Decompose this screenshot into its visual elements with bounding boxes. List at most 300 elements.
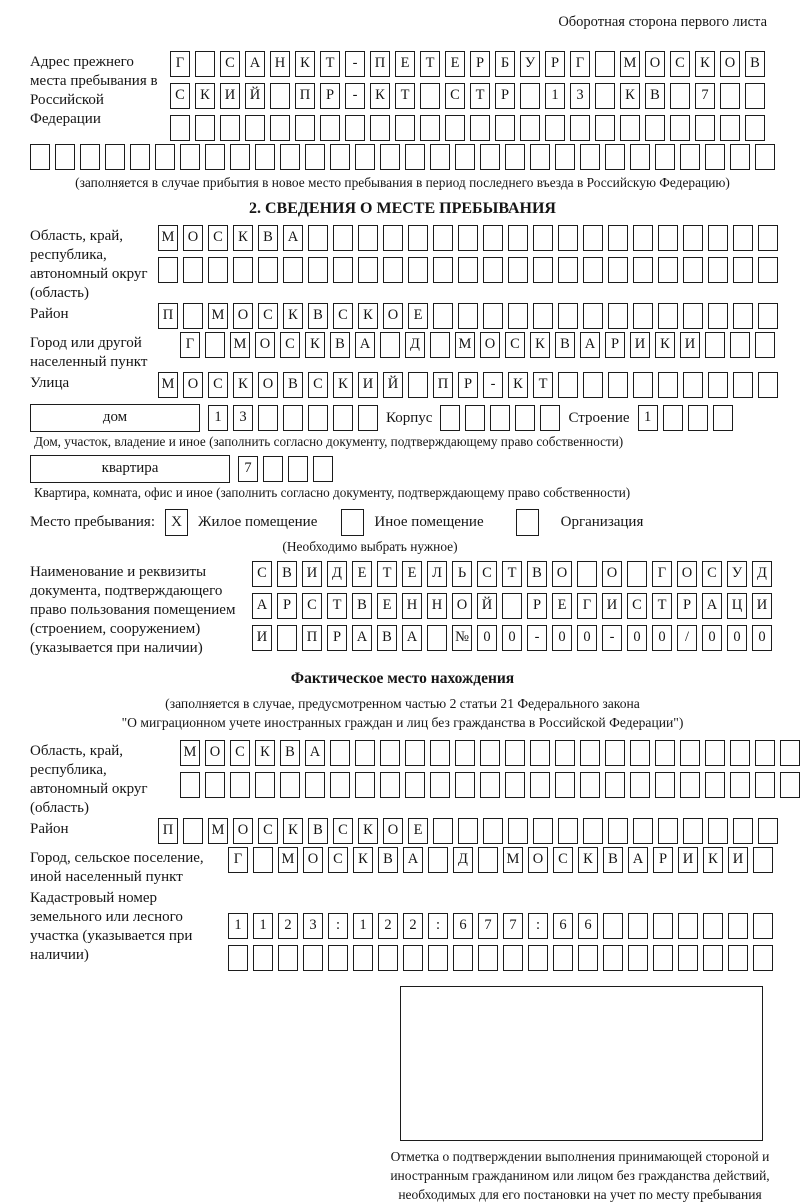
char-box [355, 144, 375, 170]
char-box: В [280, 740, 300, 766]
stay-option-checkbox-organization [516, 509, 539, 536]
char-box [430, 740, 450, 766]
char-box [358, 405, 378, 431]
char-box [530, 740, 550, 766]
char-row [170, 51, 765, 77]
char-box [630, 144, 650, 170]
char-box: О [255, 332, 275, 358]
char-box: К [333, 372, 353, 398]
char-box [353, 945, 373, 971]
char-box [245, 115, 265, 141]
char-box: Г [180, 332, 200, 358]
char-box [470, 115, 490, 141]
char-box: М [230, 332, 250, 358]
char-row [228, 945, 773, 971]
char-box [745, 115, 765, 141]
char-box [508, 225, 528, 251]
char-box: О [552, 561, 572, 587]
char-box [708, 257, 728, 283]
char-box: Т [652, 593, 672, 619]
char-box [380, 144, 400, 170]
char-box: С [252, 561, 272, 587]
char-box [270, 83, 290, 109]
char-box [758, 303, 778, 329]
char-box: 0 [477, 625, 497, 651]
char-box [627, 561, 647, 587]
cadastre-rows [228, 887, 773, 974]
char-box: Е [552, 593, 572, 619]
char-box: К [353, 847, 373, 873]
char-box: А [702, 593, 722, 619]
char-box [558, 225, 578, 251]
char-box [583, 257, 603, 283]
char-box [183, 303, 203, 329]
char-box: К [358, 818, 378, 844]
char-box: 0 [752, 625, 772, 651]
document-label: Наименование и реквизиты документа, подтверждающего право пользования помещением (строением, сооружением) (указывается при наличии) [30, 564, 236, 656]
char-box: В [308, 818, 328, 844]
char-box [683, 818, 703, 844]
char-box [420, 83, 440, 109]
char-box: - [527, 625, 547, 651]
char-box: 0 [702, 625, 722, 651]
char-box [678, 913, 698, 939]
char-box: 7 [503, 913, 523, 939]
char-box [183, 818, 203, 844]
char-box [705, 144, 725, 170]
char-box [205, 332, 225, 358]
char-box [455, 740, 475, 766]
char-box: С [208, 372, 228, 398]
stay-option-label-residential: Жилое помещение [198, 514, 318, 530]
char-box: И [252, 625, 272, 651]
char-box: Г [570, 51, 590, 77]
char-box: Р [320, 83, 340, 109]
char-box: К [295, 51, 315, 77]
char-box [577, 561, 597, 587]
char-box [208, 257, 228, 283]
char-box: О [233, 818, 253, 844]
char-box [608, 372, 628, 398]
char-box [608, 225, 628, 251]
char-box: Д [752, 561, 772, 587]
char-box [580, 772, 600, 798]
apartment-note: Квартира, комната, офис и иное (заполнить согласно документу, подтверждающему право собственности) [34, 485, 631, 500]
char-row [252, 625, 772, 651]
char-box [80, 144, 100, 170]
char-box: С [170, 83, 190, 109]
char-box: 0 [502, 625, 522, 651]
char-box [630, 772, 650, 798]
char-box: М [455, 332, 475, 358]
char-row [180, 740, 800, 766]
char-row [180, 772, 800, 798]
char-box [530, 772, 550, 798]
char-box: - [483, 372, 503, 398]
char-box: Р [277, 593, 297, 619]
char-box [583, 818, 603, 844]
street-field [30, 372, 775, 401]
char-box: В [377, 625, 397, 651]
char-box: О [383, 303, 403, 329]
char-box: 3 [233, 405, 253, 431]
char-box: М [180, 740, 200, 766]
char-box [395, 115, 415, 141]
char-box: И [602, 593, 622, 619]
char-box [183, 257, 203, 283]
char-box [753, 913, 773, 939]
char-box: К [695, 51, 715, 77]
char-box [308, 405, 328, 431]
char-box [733, 303, 753, 329]
char-box: Г [577, 593, 597, 619]
char-row [158, 257, 778, 283]
char-box: Е [408, 818, 428, 844]
char-box [355, 772, 375, 798]
char-box [253, 945, 273, 971]
char-box: К [283, 303, 303, 329]
actual-location-title: Фактическое место нахождения [290, 670, 515, 687]
char-box [508, 303, 528, 329]
char-box [633, 303, 653, 329]
char-box: Т [470, 83, 490, 109]
char-box: С [333, 818, 353, 844]
char-box [430, 772, 450, 798]
char-box: : [528, 913, 548, 939]
char-box: 6 [453, 913, 473, 939]
char-box [758, 372, 778, 398]
char-box [695, 115, 715, 141]
char-box [130, 144, 150, 170]
house-row [30, 404, 775, 432]
char-box: К [620, 83, 640, 109]
char-box: Н [427, 593, 447, 619]
char-box: 7 [238, 456, 258, 482]
char-box [333, 225, 353, 251]
char-box [605, 772, 625, 798]
char-box [745, 83, 765, 109]
char-box: О [205, 740, 225, 766]
char-box [608, 818, 628, 844]
char-box [633, 372, 653, 398]
house-note: Дом, участок, владение и иное (заполнить согласно документу, подтверждающему право собственности) [34, 434, 624, 449]
city-label: Город или другой населенный пункт [30, 335, 148, 370]
char-box [728, 945, 748, 971]
char-box [580, 144, 600, 170]
char-box [533, 303, 553, 329]
char-box [730, 772, 750, 798]
char-box [258, 257, 278, 283]
char-box [483, 225, 503, 251]
char-box: Й [477, 593, 497, 619]
char-box [180, 144, 200, 170]
district-label: Район [30, 306, 69, 322]
char-box [330, 772, 350, 798]
char-box [505, 144, 525, 170]
char-box [608, 303, 628, 329]
street-label: Улица [30, 375, 70, 391]
char-box [555, 740, 575, 766]
char-box [495, 115, 515, 141]
char-row [158, 225, 778, 251]
stay-place-label: Место пребывания: [30, 514, 155, 530]
char-box [430, 332, 450, 358]
char-box: В [745, 51, 765, 77]
char-box: К [578, 847, 598, 873]
char-box [730, 144, 750, 170]
document-rows [252, 561, 772, 654]
char-box [645, 115, 665, 141]
region-rows [158, 225, 778, 286]
char-box [633, 257, 653, 283]
char-box [458, 818, 478, 844]
char-box: Р [470, 51, 490, 77]
char-box: 7 [478, 913, 498, 939]
char-box: С [230, 740, 250, 766]
char-box [420, 115, 440, 141]
char-box [433, 257, 453, 283]
char-box [670, 83, 690, 109]
char-box: А [355, 332, 375, 358]
char-box [680, 772, 700, 798]
char-box: А [628, 847, 648, 873]
district-field [30, 303, 775, 332]
char-box [408, 372, 428, 398]
char-box [658, 257, 678, 283]
char-box: 2 [403, 913, 423, 939]
actual-district-field [30, 818, 775, 847]
char-box [608, 257, 628, 283]
char-box [705, 772, 725, 798]
char-box [595, 51, 615, 77]
prev-address-label: Адрес прежнего места пребывания в Российской Федерации [30, 54, 158, 127]
char-box: К [370, 83, 390, 109]
char-box [478, 945, 498, 971]
cadastre-field [30, 887, 775, 974]
char-box: О [528, 847, 548, 873]
char-box [758, 225, 778, 251]
char-box: Е [377, 593, 397, 619]
char-box: С [627, 593, 647, 619]
char-box [105, 144, 125, 170]
char-box [733, 372, 753, 398]
char-box [445, 115, 465, 141]
char-box [713, 405, 733, 431]
char-box [508, 257, 528, 283]
char-box: - [345, 51, 365, 77]
char-box [533, 225, 553, 251]
char-box: И [630, 332, 650, 358]
char-box: К [358, 303, 378, 329]
char-box [308, 257, 328, 283]
char-box [558, 818, 578, 844]
char-box [603, 945, 623, 971]
char-box: Т [533, 372, 553, 398]
char-box [533, 818, 553, 844]
char-box: П [295, 83, 315, 109]
char-box: 6 [553, 913, 573, 939]
char-box [458, 225, 478, 251]
char-box [703, 945, 723, 971]
apartment-number-row [238, 456, 333, 482]
char-box [758, 818, 778, 844]
char-box [703, 913, 723, 939]
char-box [720, 83, 740, 109]
char-box [558, 257, 578, 283]
char-box [380, 332, 400, 358]
char-box [633, 818, 653, 844]
char-box: А [283, 225, 303, 251]
char-box [380, 740, 400, 766]
char-box: Е [402, 561, 422, 587]
char-box [628, 913, 648, 939]
char-box [480, 740, 500, 766]
char-box: С [258, 818, 278, 844]
char-box: М [208, 303, 228, 329]
char-box [580, 740, 600, 766]
char-box: У [727, 561, 747, 587]
char-box [333, 405, 353, 431]
char-box [705, 332, 725, 358]
char-box [355, 740, 375, 766]
char-box: О [720, 51, 740, 77]
char-box: П [433, 372, 453, 398]
char-box: С [505, 332, 525, 358]
char-box: О [480, 332, 500, 358]
char-box: К [233, 372, 253, 398]
char-box: М [158, 225, 178, 251]
stay-choose-note: (Необходимо выбрать нужное) [282, 539, 458, 554]
char-box [683, 257, 703, 283]
char-box [358, 225, 378, 251]
char-box [305, 144, 325, 170]
char-box: К [655, 332, 675, 358]
char-box [583, 303, 603, 329]
region-label: Область, край, республика, автономный округ (область) [30, 228, 148, 301]
char-box [277, 625, 297, 651]
char-box [280, 772, 300, 798]
char-box [483, 303, 503, 329]
char-box: 1 [253, 913, 273, 939]
char-box: О [677, 561, 697, 587]
char-box [658, 303, 678, 329]
char-box [515, 405, 535, 431]
char-box [483, 257, 503, 283]
char-box: К [255, 740, 275, 766]
char-box [505, 772, 525, 798]
actual-location-note-line1: (заполняется в случае, предусмотренном частью 2 статьи 21 Федерального закона [165, 696, 640, 711]
char-box [233, 257, 253, 283]
char-box [288, 456, 308, 482]
char-box [708, 303, 728, 329]
char-row [228, 847, 773, 873]
char-box [545, 115, 565, 141]
korpus-label: Корпус [386, 410, 433, 426]
char-box: П [370, 51, 390, 77]
char-box [480, 144, 500, 170]
actual-city-label: Город, сельское поселение, иной населенный пункт [30, 850, 204, 885]
char-box [405, 740, 425, 766]
actual-region-label: Область, край, республика, автономный округ (область) [30, 743, 148, 816]
char-row [180, 332, 775, 358]
char-box [433, 818, 453, 844]
char-box: - [602, 625, 622, 651]
char-box [428, 847, 448, 873]
prev-address-field [30, 51, 775, 144]
char-box: Р [677, 593, 697, 619]
char-box: И [358, 372, 378, 398]
char-box: : [328, 913, 348, 939]
char-box [658, 372, 678, 398]
char-box [653, 913, 673, 939]
char-box: С [333, 303, 353, 329]
char-box: Д [327, 561, 347, 587]
char-box [283, 405, 303, 431]
char-box: А [245, 51, 265, 77]
char-box: И [728, 847, 748, 873]
actual-location-note-line2: "О миграционном учете иностранных граждан и лиц без гражданства в Российской Федерации") [121, 715, 684, 730]
char-box [595, 115, 615, 141]
stroenie-row [638, 405, 733, 431]
char-box: 3 [303, 913, 323, 939]
char-box [733, 225, 753, 251]
char-box [720, 115, 740, 141]
char-box: 1 [228, 913, 248, 939]
char-box [655, 144, 675, 170]
char-box: О [602, 561, 622, 587]
char-box [378, 945, 398, 971]
char-box: О [452, 593, 472, 619]
char-box: Е [352, 561, 372, 587]
char-box: Й [383, 372, 403, 398]
char-box [753, 847, 773, 873]
char-row [252, 593, 772, 619]
char-box: О [233, 303, 253, 329]
stamp-caption: Отметка о подтверждении выполнения принимающей стороной и иностранным гражданином или лицом без гражданства действий, необходимых для его постановки на учет по месту пребывания [390, 1149, 770, 1202]
char-box [578, 945, 598, 971]
char-box: 1 [638, 405, 658, 431]
actual-region-field [30, 740, 775, 818]
char-box: Т [502, 561, 522, 587]
char-box [433, 225, 453, 251]
char-box [508, 818, 528, 844]
char-box [633, 225, 653, 251]
char-row [158, 818, 778, 844]
char-box [555, 772, 575, 798]
char-box: 1 [545, 83, 565, 109]
char-box [708, 372, 728, 398]
char-box [655, 772, 675, 798]
char-box [505, 740, 525, 766]
char-box: С [208, 225, 228, 251]
char-box [427, 625, 447, 651]
char-box: В [603, 847, 623, 873]
char-box: Т [327, 593, 347, 619]
korpus-row [440, 405, 560, 431]
char-box: 1 [208, 405, 228, 431]
prev-address-full-row [30, 144, 775, 170]
char-box [483, 818, 503, 844]
char-box: 0 [627, 625, 647, 651]
char-box [180, 772, 200, 798]
char-box: Р [527, 593, 547, 619]
char-box [683, 372, 703, 398]
char-box: 0 [727, 625, 747, 651]
char-box: Р [545, 51, 565, 77]
char-box: В [308, 303, 328, 329]
house-number-row [208, 405, 378, 431]
char-box: С [445, 83, 465, 109]
